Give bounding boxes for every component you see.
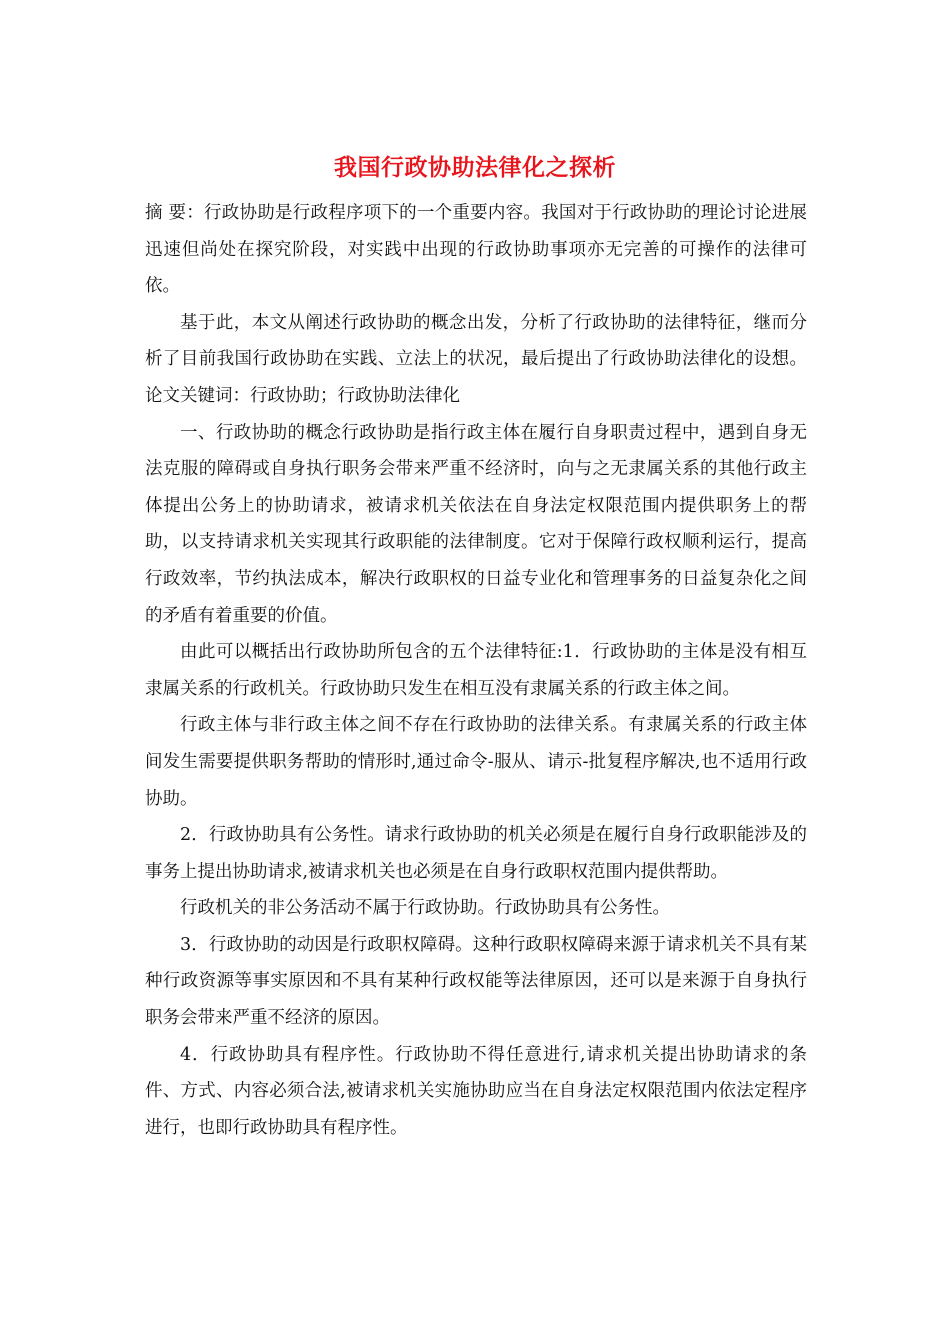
- body-paragraph: 3．行政协助的动因是行政职权障碍。这种行政职权障碍来源于请求机关不具有某种行政资源等事实原因和不具有某种行政权能等法律原因，还可以是来源于自身执行职务会带来严重不经济的原因。: [145, 934, 807, 1029]
- abstract-paragraph: 摘 要：行政协助是行政程序项下的一个重要内容。我国对于行政协助的理论讨论进展迅速但尚处在探究阶段，对实践中出现的行政协助事项亦无完善的可操作的法律可依。: [145, 203, 807, 297]
- document-body: [145, 195, 807, 1146]
- body-paragraph: 行政主体与非行政主体之间不存在行政协助的法律关系。有隶属关系的行政主体间发生需要提供职务帮助的情形时,通过命令-服从、请示-批复程序解决,也不适用行政协助。: [145, 715, 807, 809]
- body-paragraph: 4．行政协助具有程序性。行政协助不得任意进行,请求机关提出协助请求的条件、方式、内容必须合法,被请求机关实施协助应当在自身法定权限范围内依法定程序进行，也即行政协助具有程序性。: [145, 1044, 807, 1138]
- body-paragraph: 基于此，本文从阐述行政协助的概念出发，分析了行政协助的法律特征，继而分析了目前我国行政协助在实践、立法上的状况，最后提出了行政协助法律化的设想。论文关键词：行政协助；行政协助法律化: [145, 312, 807, 406]
- body-paragraph: 2．行政协助具有公务性。请求行政协助的机关必须是在履行自身行政职能涉及的事务上提出协助请求,被请求机关也必须是在自身行政职权范围内提供帮助。: [145, 825, 807, 882]
- body-paragraph: 一、行政协助的概念行政协助是指行政主体在履行自身职责过程中，遇到自身无法克服的障碍或自身执行职务会带来严重不经济时，向与之无隶属关系的其他行政主体提出公务上的协助请求，被请求机关依法在自身法定权限范围内提供职务上的帮助，以支持请求机关实现其行政职能的法律制度。它对于保障行政权顺利运行，提高行政效率，节约执法成本，解决行政职权的日益专业化和管理事务的日益复杂化之间的矛盾有着重要的价值。: [145, 422, 807, 626]
- body-paragraph: 行政机关的非公务活动不属于行政协助。行政协助具有公务性。: [180, 898, 670, 919]
- document-title: 我国行政协助法律化之探析: [334, 154, 616, 181]
- body-paragraph: 由此可以概括出行政协助所包含的五个法律特征:1．行政协助的主体是没有相互隶属关系的行政机关。行政协助只发生在相互没有隶属关系的行政主体之间。: [145, 642, 807, 699]
